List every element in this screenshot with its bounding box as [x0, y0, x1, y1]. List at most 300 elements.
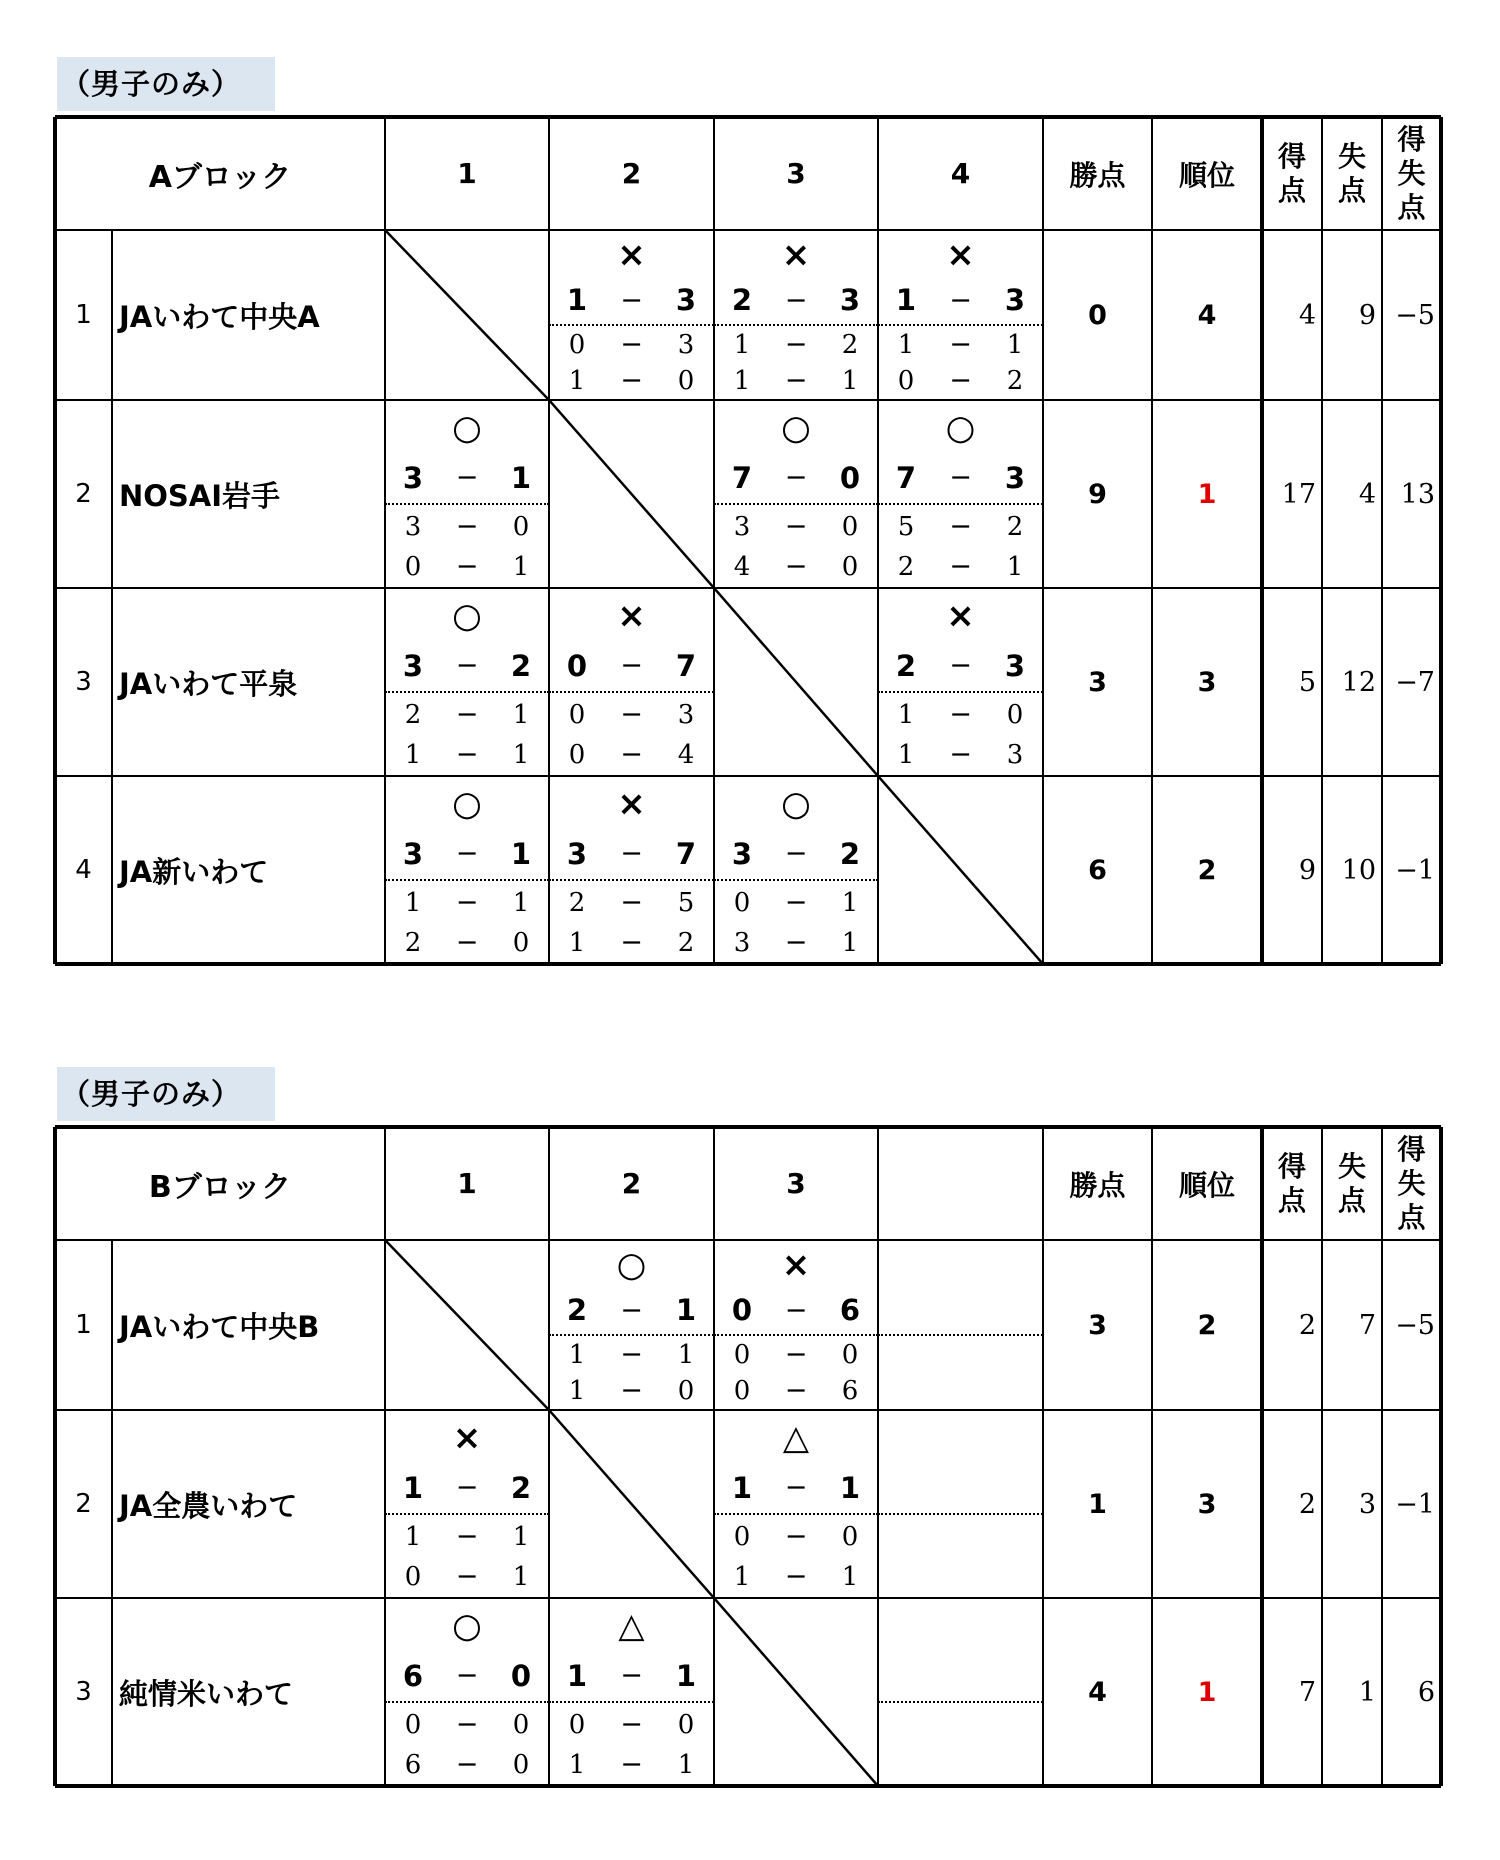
grid-line [384, 1127, 386, 1786]
first-half-score-dash: − [455, 887, 479, 919]
team-name: JAいわて中央B [119, 1309, 320, 1344]
second-half-score-away: 2 [1006, 365, 1024, 396]
match-score-home: 0 [731, 1293, 753, 1328]
team-name: JA全農いわて [119, 1488, 298, 1523]
ga-header-text: 失点 [1337, 1149, 1366, 1217]
goals-for: 2 [1298, 1488, 1316, 1520]
grid-line [1321, 1127, 1323, 1786]
grid-line [1321, 117, 1323, 964]
first-half-score-dash: − [620, 1709, 643, 1741]
league-table-a [55, 117, 1441, 964]
match-result-symbol: × [617, 783, 646, 824]
rank-header: 順位 [1178, 1168, 1235, 1202]
first-half-score-dash: − [620, 699, 643, 731]
first-half-score-away: 0 [512, 511, 530, 542]
grid-line [55, 115, 1441, 119]
match-score-away: 1 [839, 1470, 861, 1505]
team-rank: 2 [1197, 854, 1217, 886]
second-half-score-away: 1 [677, 1749, 695, 1780]
match-score-away: 0 [839, 460, 861, 495]
match-score-home: 7 [895, 460, 917, 495]
self-match-diagonal [549, 1410, 714, 1598]
opponent-column-header: 4 [950, 157, 971, 190]
diagonal-line [385, 230, 549, 400]
first-half-score-home: 3 [404, 511, 422, 542]
goals-for: 17 [1281, 478, 1316, 510]
match-score-away: 1 [510, 836, 532, 871]
first-half-score-away: 0 [841, 511, 859, 542]
match-result-symbol: ○ [452, 1605, 482, 1646]
grid-line [55, 962, 1441, 966]
match-score-home: 7 [731, 460, 753, 495]
second-half-score-home: 3 [733, 927, 751, 958]
grid-line [1151, 1127, 1153, 1786]
first-half-score-dash: − [784, 1521, 808, 1553]
second-half-score-dash: − [620, 1375, 643, 1407]
second-half-score-away: 1 [841, 1561, 859, 1592]
match-score-dash: − [620, 284, 643, 316]
second-half-score-home: 1 [568, 1749, 586, 1780]
team-points: 9 [1088, 478, 1107, 510]
ga-header [1322, 117, 1382, 230]
grid-line [55, 229, 1441, 231]
first-half-score-home: 1 [404, 1521, 422, 1552]
second-half-score-away: 0 [841, 551, 859, 582]
second-half-score-away: 0 [677, 1375, 695, 1406]
grid-line [1151, 117, 1153, 964]
second-half-score-dash: − [949, 551, 972, 583]
second-half-score-dash: − [455, 551, 479, 583]
second-half-score-dash: − [455, 927, 479, 959]
first-half-score-away: 1 [512, 887, 530, 918]
second-half-score-away: 1 [1006, 551, 1024, 582]
team-name: 純情米いわて [119, 1676, 294, 1711]
match-result-symbol: × [946, 235, 975, 276]
gd-header [1382, 117, 1441, 230]
first-half-score-away: 1 [1006, 329, 1024, 360]
diagonal-line [549, 1410, 714, 1598]
first-half-score-dash: − [784, 1339, 808, 1371]
first-half-score-home: 1 [897, 329, 915, 360]
match-result-symbol: △ [618, 1605, 645, 1646]
match-score-dash: − [620, 650, 643, 682]
second-half-score-dash: − [784, 551, 808, 583]
team-number: 1 [75, 1310, 92, 1340]
second-half-score-away: 1 [512, 739, 530, 770]
first-half-score-away: 0 [677, 1709, 695, 1740]
empty-match-separator [878, 1701, 1043, 1703]
match-score-home: 0 [566, 648, 588, 683]
team-rank: 1 [1197, 1676, 1217, 1708]
match-score-away: 3 [1004, 648, 1026, 683]
second-half-score-dash: − [455, 739, 479, 771]
opponent-column-header: 1 [457, 1167, 477, 1200]
first-half-score-dash: − [784, 511, 808, 543]
goals-for: 5 [1298, 666, 1316, 698]
second-half-score-dash: − [784, 1561, 808, 1593]
match-score-away: 3 [1004, 283, 1026, 318]
goal-difference: −1 [1395, 854, 1435, 886]
match-score-dash: − [784, 838, 808, 870]
points-header: 勝点 [1069, 158, 1126, 192]
second-half-score-home: 4 [733, 551, 751, 582]
grid-line [55, 399, 1441, 401]
second-half-score-home: 1 [733, 1561, 751, 1592]
team-rank: 3 [1197, 1488, 1217, 1520]
self-match-diagonal [549, 400, 714, 588]
second-half-score-home: 0 [733, 1375, 751, 1406]
match-score-home: 1 [895, 283, 917, 318]
goals-for: 9 [1298, 854, 1316, 886]
match-result-symbol: × [781, 1245, 811, 1286]
grid-line [53, 117, 57, 964]
goals-against: 12 [1341, 666, 1376, 698]
match-result-symbol: △ [782, 1417, 810, 1458]
match-score-home: 2 [895, 648, 917, 683]
goals-against: 3 [1358, 1488, 1376, 1520]
match-score-away: 7 [675, 836, 697, 871]
grid-line [1260, 1127, 1264, 1786]
first-half-score-dash: − [949, 699, 972, 731]
second-half-score-away: 1 [512, 551, 530, 582]
grid-line [384, 117, 386, 964]
goal-difference: −7 [1395, 666, 1435, 698]
grid-line [111, 1240, 113, 1786]
match-score-home: 3 [566, 836, 588, 871]
section-label: （男子のみ） [57, 57, 275, 111]
second-half-score-dash: − [620, 365, 643, 397]
first-half-score-home: 0 [733, 887, 751, 918]
second-half-score-dash: − [620, 1749, 643, 1781]
self-match-diagonal [385, 230, 549, 400]
match-score-dash: − [784, 284, 808, 316]
ga-header-text: 失点 [1337, 139, 1366, 207]
first-half-score-home: 5 [897, 511, 915, 542]
second-half-score-home: 1 [568, 365, 586, 396]
second-half-score-dash: − [949, 365, 972, 397]
second-half-score-home: 0 [404, 1561, 422, 1592]
second-half-score-away: 2 [677, 927, 695, 958]
second-half-score-home: 1 [897, 739, 915, 770]
grid-line [111, 230, 113, 964]
team-name: JA新いわて [119, 854, 269, 889]
second-half-score-away: 6 [841, 1375, 859, 1406]
team-number: 3 [75, 667, 92, 697]
match-result-symbol: × [946, 595, 975, 636]
goals-against: 10 [1341, 854, 1376, 886]
match-score-home: 3 [402, 460, 424, 495]
second-half-score-away: 0 [512, 1749, 530, 1780]
grid-line [55, 1125, 1441, 1129]
first-half-score-home: 2 [568, 887, 586, 918]
second-half-score-away: 0 [512, 927, 530, 958]
second-half-score-away: 1 [841, 927, 859, 958]
gd-header-text: 得失点 [1397, 1132, 1426, 1234]
gf-header-text: 得点 [1277, 139, 1306, 207]
diagonal-line [714, 588, 878, 776]
match-score-dash: − [620, 1660, 643, 1692]
grid-line [53, 1127, 57, 1786]
opponent-column-header: 3 [786, 157, 806, 190]
gd-header [1382, 1127, 1441, 1240]
match-score-home: 2 [731, 283, 753, 318]
second-half-score-dash: − [949, 739, 972, 771]
team-number: 3 [75, 1677, 92, 1707]
grid-line [1439, 117, 1443, 964]
match-score-away: 6 [839, 1293, 861, 1328]
goal-difference: −5 [1395, 1309, 1435, 1341]
match-score-dash: − [455, 1660, 479, 1692]
match-result-symbol: × [617, 595, 646, 636]
grid-line [548, 117, 550, 964]
first-half-score-home: 1 [897, 699, 915, 730]
first-half-score-dash: − [455, 511, 479, 543]
first-half-score-home: 0 [733, 1339, 751, 1370]
grid-line [1260, 117, 1264, 964]
match-result-symbol: × [452, 1417, 482, 1458]
match-score-dash: − [455, 1472, 479, 1504]
second-half-score-home: 1 [568, 1375, 586, 1406]
diagonal-line [878, 776, 1043, 964]
goal-difference: −1 [1395, 1488, 1435, 1520]
match-score-dash: − [620, 1294, 643, 1326]
match-score-home: 3 [731, 836, 753, 871]
first-half-score-away: 1 [841, 887, 859, 918]
first-half-score-away: 0 [1006, 699, 1024, 730]
match-score-away: 2 [510, 648, 532, 683]
grid-line [877, 1127, 879, 1786]
first-half-score-away: 5 [677, 887, 695, 918]
first-half-score-home: 0 [568, 1709, 586, 1740]
first-half-score-dash: − [784, 887, 808, 919]
match-score-dash: − [784, 1472, 808, 1504]
match-score-away: 1 [510, 460, 532, 495]
goals-against: 7 [1358, 1309, 1376, 1341]
second-half-score-away: 0 [677, 365, 695, 396]
grid-line [1042, 117, 1044, 964]
first-half-score-dash: − [455, 1521, 479, 1553]
league-table-b [55, 1127, 1441, 1786]
points-header: 勝点 [1069, 1168, 1126, 1202]
first-half-score-home: 0 [568, 329, 586, 360]
match-score-away: 2 [839, 836, 861, 871]
second-half-score-home: 2 [897, 551, 915, 582]
first-half-score-home: 0 [404, 1709, 422, 1740]
second-half-score-dash: − [620, 927, 643, 959]
match-score-dash: − [784, 1294, 808, 1326]
first-half-score-dash: − [949, 511, 972, 543]
match-score-dash: − [784, 462, 808, 494]
match-score-dash: − [620, 838, 643, 870]
first-half-score-away: 1 [677, 1339, 695, 1370]
match-result-symbol: ○ [452, 407, 482, 448]
self-match-diagonal [714, 1598, 878, 1786]
first-half-score-away: 1 [512, 1521, 530, 1552]
match-score-home: 3 [402, 648, 424, 683]
first-half-score-home: 3 [733, 511, 751, 542]
match-score-dash: − [949, 650, 972, 682]
match-score-home: 2 [566, 1293, 588, 1328]
first-half-score-away: 0 [512, 1709, 530, 1740]
grid-line [55, 1409, 1441, 1411]
goal-difference: 6 [1417, 1676, 1435, 1708]
goals-against: 1 [1358, 1676, 1376, 1708]
team-number: 4 [75, 855, 92, 885]
team-number: 1 [75, 300, 92, 330]
match-score-home: 1 [731, 1470, 753, 1505]
grid-line [1381, 1127, 1383, 1786]
self-match-diagonal [714, 588, 878, 776]
team-points: 4 [1088, 1676, 1107, 1708]
rank-header: 順位 [1178, 158, 1235, 192]
gf-header [1262, 117, 1322, 230]
second-half-score-away: 3 [1006, 739, 1024, 770]
second-half-score-dash: − [784, 1375, 808, 1407]
match-score-away: 3 [675, 283, 697, 318]
match-result-symbol: ○ [945, 407, 976, 448]
second-half-score-dash: − [455, 1561, 479, 1593]
grid-line [877, 117, 879, 964]
match-score-away: 1 [675, 1658, 697, 1693]
match-result-symbol: ○ [781, 783, 811, 824]
match-score-away: 3 [839, 283, 861, 318]
second-half-score-dash: − [455, 1749, 479, 1781]
match-score-dash: − [949, 462, 972, 494]
match-score-dash: − [949, 284, 972, 316]
second-half-score-dash: − [784, 365, 808, 397]
first-half-score-home: 2 [404, 699, 422, 730]
block-name: Aブロック [148, 159, 292, 195]
grid-line [1439, 1127, 1443, 1786]
first-half-score-away: 2 [1006, 511, 1024, 542]
gd-header-text: 得失点 [1397, 122, 1426, 224]
first-half-score-home: 1 [568, 1339, 586, 1370]
second-half-score-home: 0 [568, 739, 586, 770]
team-rank: 3 [1197, 666, 1217, 698]
team-points: 0 [1088, 299, 1107, 331]
grid-line [1381, 117, 1383, 964]
goals-for: 4 [1298, 299, 1316, 331]
goals-for: 2 [1298, 1309, 1316, 1341]
team-name: JAいわて平泉 [119, 666, 298, 701]
first-half-score-dash: − [620, 887, 643, 919]
match-result-symbol: ○ [616, 1245, 647, 1286]
match-score-away: 3 [1004, 460, 1026, 495]
empty-match-separator [878, 1513, 1043, 1515]
grid-line [55, 1239, 1441, 1241]
diagonal-line [385, 1240, 549, 1410]
grid-line [55, 775, 1441, 777]
match-score-home: 3 [402, 836, 424, 871]
match-score-away: 0 [510, 1658, 532, 1693]
first-half-score-away: 0 [841, 1339, 859, 1370]
first-half-score-dash: − [620, 1339, 643, 1371]
grid-line [548, 1127, 550, 1786]
second-half-score-away: 1 [512, 1561, 530, 1592]
section-label: （男子のみ） [57, 1067, 275, 1121]
first-half-score-dash: − [455, 1709, 479, 1741]
ga-header [1322, 1127, 1382, 1240]
second-half-score-home: 0 [897, 365, 915, 396]
self-match-diagonal [385, 1240, 549, 1410]
team-points: 3 [1088, 1309, 1107, 1341]
match-score-home: 1 [566, 1658, 588, 1693]
goal-difference: −5 [1395, 299, 1435, 331]
second-half-score-home: 1 [568, 927, 586, 958]
second-half-score-home: 1 [733, 365, 751, 396]
first-half-score-away: 1 [512, 699, 530, 730]
team-points: 6 [1088, 854, 1107, 886]
self-match-diagonal [878, 776, 1043, 964]
goals-against: 9 [1358, 299, 1376, 331]
first-half-score-away: 3 [677, 329, 695, 360]
match-score-dash: − [455, 650, 479, 682]
team-number: 2 [75, 479, 92, 509]
second-half-score-home: 6 [404, 1749, 422, 1780]
match-result-symbol: ○ [781, 407, 811, 448]
opponent-column-header: 3 [786, 1167, 806, 1200]
first-half-score-dash: − [784, 329, 808, 361]
team-rank: 1 [1197, 478, 1217, 510]
second-half-score-home: 2 [404, 927, 422, 958]
second-half-score-home: 0 [404, 551, 422, 582]
team-rank: 4 [1197, 299, 1217, 331]
first-half-score-away: 0 [841, 1521, 859, 1552]
second-half-score-home: 1 [404, 739, 422, 770]
team-number: 2 [75, 1489, 92, 1519]
opponent-column-header: 1 [457, 157, 477, 190]
grid-line [55, 1784, 1441, 1788]
diagonal-line [549, 400, 714, 588]
block-name: Bブロック [148, 1169, 292, 1205]
first-half-score-home: 1 [404, 887, 422, 918]
opponent-column-header: 2 [621, 1167, 642, 1200]
match-score-away: 2 [510, 1470, 532, 1505]
match-result-symbol: ○ [452, 783, 482, 824]
match-score-home: 1 [566, 283, 588, 318]
first-half-score-home: 0 [568, 699, 586, 730]
first-half-score-dash: − [455, 699, 479, 731]
match-score-dash: − [455, 462, 479, 494]
grid-line [713, 1127, 715, 1786]
second-half-score-away: 4 [677, 739, 695, 770]
match-score-home: 6 [402, 1658, 424, 1693]
gf-header-text: 得点 [1277, 1149, 1306, 1217]
goal-difference: 13 [1400, 478, 1435, 510]
first-half-score-home: 0 [733, 1521, 751, 1552]
team-name: NOSAI岩手 [119, 478, 281, 513]
first-half-score-dash: − [620, 329, 643, 361]
match-result-symbol: × [781, 235, 811, 276]
team-name: JAいわて中央A [119, 299, 320, 334]
opponent-column-header [878, 1127, 1043, 1240]
second-half-score-dash: − [784, 927, 808, 959]
grid-line [713, 117, 715, 964]
team-rank: 2 [1197, 1309, 1217, 1341]
first-half-score-home: 1 [733, 329, 751, 360]
match-result-symbol: × [617, 235, 646, 276]
grid-line [1042, 1127, 1044, 1786]
team-points: 1 [1088, 1488, 1107, 1520]
match-score-away: 1 [675, 1293, 697, 1328]
second-half-score-dash: − [620, 739, 643, 771]
first-half-score-away: 2 [841, 329, 859, 360]
gf-header [1262, 1127, 1322, 1240]
goals-against: 4 [1358, 478, 1376, 510]
second-half-score-away: 1 [841, 365, 859, 396]
grid-line [55, 587, 1441, 589]
opponent-column-header: 2 [621, 157, 642, 190]
